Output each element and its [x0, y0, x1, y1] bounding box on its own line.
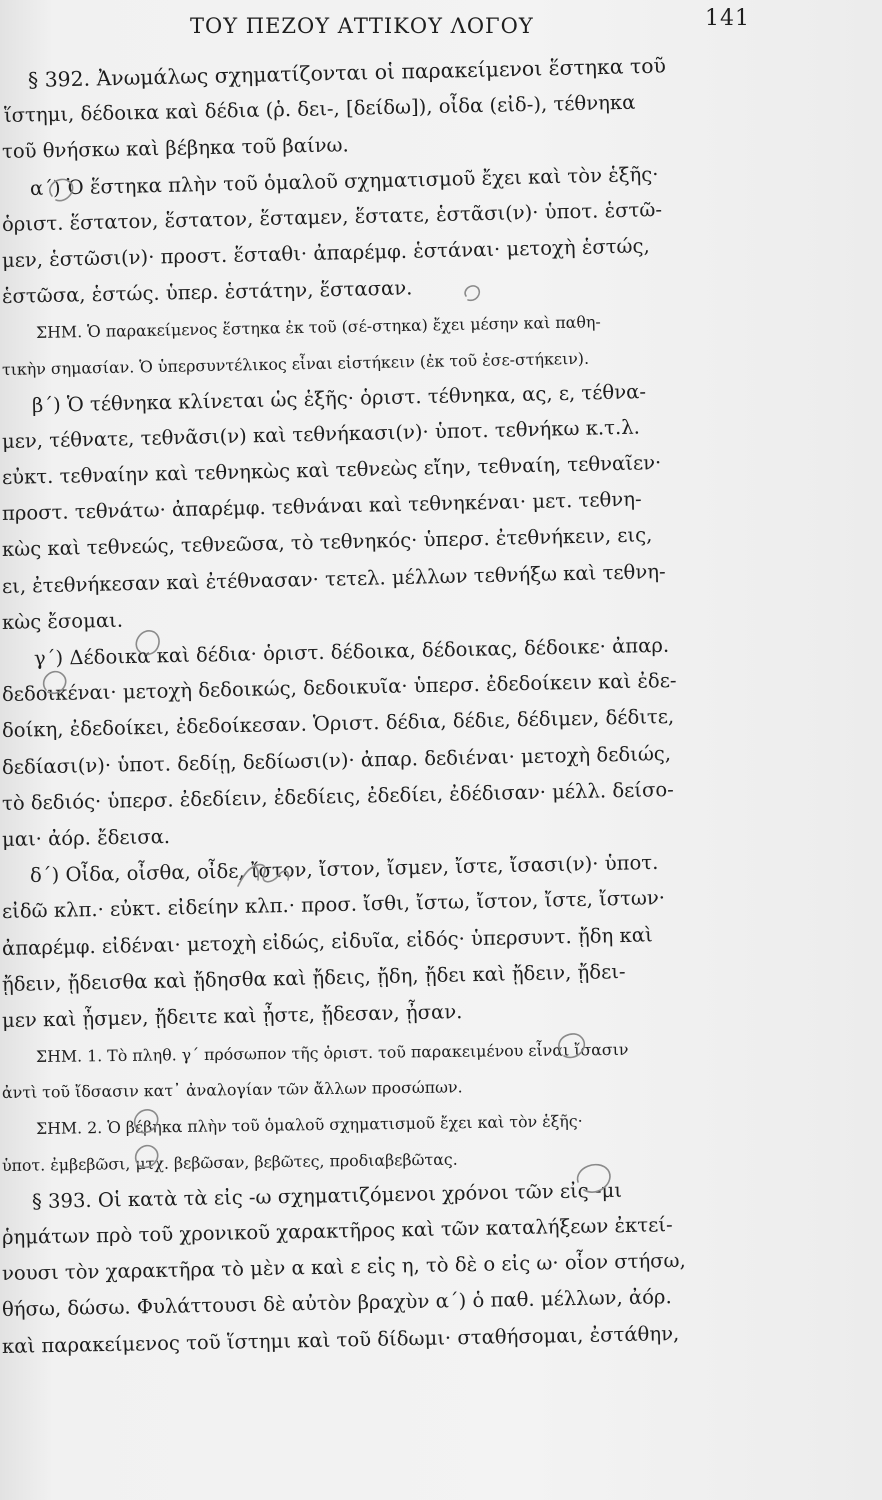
page-header	[0, 6, 882, 50]
text-line: νουσι τὸν χαρακτῆρα τὸ μὲν α καὶ ε εἰς η, τὸ δὲ ο εἰς ω· οἷον στήσω,	[1, 1249, 686, 1286]
note-line: ΣΗΜ. 2. Ὁ βέβηκα πλὴν τοῦ ὁμαλοῦ σχηματισμοῦ ἔχει καὶ τὸν ἑξῆς·	[35, 1111, 583, 1139]
text-line: καὶ παρακείμενος τοῦ ἵστημι καὶ τοῦ δίδωμι· σταθήσομαι, ἐστάθην,	[1, 1321, 680, 1358]
page-body	[0, 53, 882, 1365]
text-line: δοίκη, ἐδεδοίκει, ἐδεδοίκεσαν. Ὁριστ. δέδια, δέδιε, δέδιμεν, δέδιτε,	[1, 705, 675, 743]
text-line: μεν, ἑστῶσι(ν)· προστ. ἕσταθι· ἀπαρέμφ. ἑστάναι· μετοχὴ ἑστώς,	[1, 234, 650, 272]
text-line: δ΄) Οἶδα, οἶσθα, οἶδε, ἴστον, ἴστον, ἴσμεν, ἴστε, ἴσασι(ν)· ὑποτ.	[29, 850, 659, 888]
text-line: ει, ἐτεθνήκεσαν καὶ ἐτέθνασαν· τετελ. μέλλων τεθνήξω καὶ τεθνη-	[1, 559, 666, 598]
text-line: τοῦ θνήσκω καὶ βέβηκα τοῦ βαίνω.	[1, 133, 349, 164]
text-line: εὐκτ. τεθναίην καὶ τεθνηκὼς καὶ τεθνεὼς εἴην, τεθναίη, τεθναῖεν·	[1, 451, 662, 490]
text-line: μαι· ἀόρ. ἔδεισα.	[1, 825, 171, 851]
page-number: 141	[705, 6, 750, 31]
text-line: μεν, τέθνατε, τεθνᾶσι(ν) καὶ τεθνήκασι(ν)· ὑποτ. τεθνήκω κ.τ.λ.	[1, 415, 641, 453]
running-head: ΤΟΥ ΠΕΖΟΥ ΑΤΤΙΚΟΥ ΛΟΓΟΥ	[190, 14, 534, 38]
note-line: ὑποτ. ἐμβεβῶσι, μτχ. βεβῶσαν, βεβῶτες, προδιαβεβῶτας.	[1, 1149, 458, 1175]
text-line: θήσω, δώσω. Φυλάττουσι δὲ αὐτὸν βραχὺν α΄) ὁ παθ. μέλλων, ἀόρ.	[1, 1285, 672, 1322]
text-line: δεδοικέναι· μετοχὴ δεδοικώς, δεδοικυῖα· ὑπερσ. ἐδεδοίκειν καὶ ἐδε-	[1, 669, 677, 707]
text-line: ᾔδειν, ᾔδεισθα καὶ ᾔδησθα καὶ ᾔδεις, ᾔδη, ᾔδει καὶ ᾔδειν, ᾔδει-	[1, 959, 626, 996]
text-line: κὼς ἔσομαι.	[1, 608, 124, 634]
note-line: ΣΗΜ. 1. Τὸ πληθ. γ΄ πρόσωπον τῆς ὁριστ. τοῦ παρακειμένου εἶναι ἴσασιν	[35, 1039, 629, 1067]
text-line: § 393. Οἱ κατὰ τὰ εἰς -ω σχηματιζόμενοι χρόνοι τῶν εἰς -μι	[31, 1178, 623, 1213]
text-line: α΄) Ὁ ἕστηκα πλὴν τοῦ ὁμαλοῦ σχηματισμοῦ ἔχει καὶ τὸν ἑξῆς·	[29, 162, 659, 200]
text-line: κὼς καὶ τεθνεώς, τεθνεῶσα, τὸ τεθνηκός· ὑπερσ. ἐτεθνήκειν, εις,	[1, 523, 653, 562]
note-line: ΣΗΜ. Ὁ παρακείμενος ἕστηκα ἐκ τοῦ (σέ-στηκα) ἔχει μέσην καὶ παθη-	[35, 312, 601, 343]
text-line: ἑστῶσα, ἑστώς. ὑπερ. ἑστάτην, ἕστασαν.	[1, 276, 413, 309]
text-line: προστ. τεθνάτω· ἀπαρέμφ. τεθνάναι καὶ τεθνηκέναι· μετ. τεθνη-	[1, 487, 642, 526]
text-line: § 392. Ἀνωμάλως σχηματίζονται οἱ παρακείμενοι ἕστηκα τοῦ	[27, 53, 667, 92]
text-line: τὸ δεδιός· ὑπερσ. ἐδεδίειν, ἐδεδίεις, ἐδεδίει, ἐδέδισαν· μέλλ. δείσο-	[1, 777, 674, 815]
text-line: δεδίασι(ν)· ὑποτ. δεδίῃ, δεδίωσι(ν)· ἀπαρ. δεδιέναι· μετοχὴ δεδιώς,	[1, 741, 672, 779]
text-line: γ΄) Δέδοικα καὶ δέδια· ὁριστ. δέδοικα, δέδοικας, δέδοικε· ἀπαρ.	[33, 633, 670, 670]
text-line: ἵστημι, δέδοικα καὶ δέδια (ῥ. δει-, [δείδω]), οἶδα (εἰδ-), τέθνηκα	[3, 90, 636, 128]
text-line: ἀπαρέμφ. εἰδέναι· μετοχὴ εἰδώς, εἰδυῖα, εἰδός· ὑπερσυντ. ᾔδη καὶ	[1, 922, 653, 960]
note-line: ἀντὶ τοῦ ἴδσασιν κατ᾿ ἀναλογίαν τῶν ἄλλων προσώπων.	[1, 1077, 463, 1103]
text-line: μεν καὶ ᾖσμεν, ᾔδειτε καὶ ᾖστε, ᾔδεσαν, ᾖσαν.	[1, 1000, 463, 1032]
text-line: ῥημάτων πρὸ τοῦ χρονικοῦ χαρακτῆρος καὶ τῶν καταλήξεων ἐκτεί-	[1, 1213, 673, 1249]
text-line: εἰδῶ κλπ.· εὐκτ. εἰδείην κλπ.· προσ. ἴσθι, ἴστω, ἴστον, ἴστε, ἴστων·	[1, 886, 666, 924]
text-line: ὁριστ. ἕστατον, ἕστατον, ἕσταμεν, ἕστατε, ἑστᾶσι(ν)· ὑποτ. ἑστῶ-	[1, 197, 663, 236]
text-line: β΄) Ὁ τέθνηκα κλίνεται ὡς ἑξῆς· ὁριστ. τέθνηκα, ας, ε, τέθνα-	[31, 379, 647, 417]
note-line: τικὴν σημασίαν. Ὁ ὑπερσυντέλικος εἶναι εἱστήκειν (ἐκ τοῦ ἐσε-στήκειν).	[1, 348, 590, 379]
